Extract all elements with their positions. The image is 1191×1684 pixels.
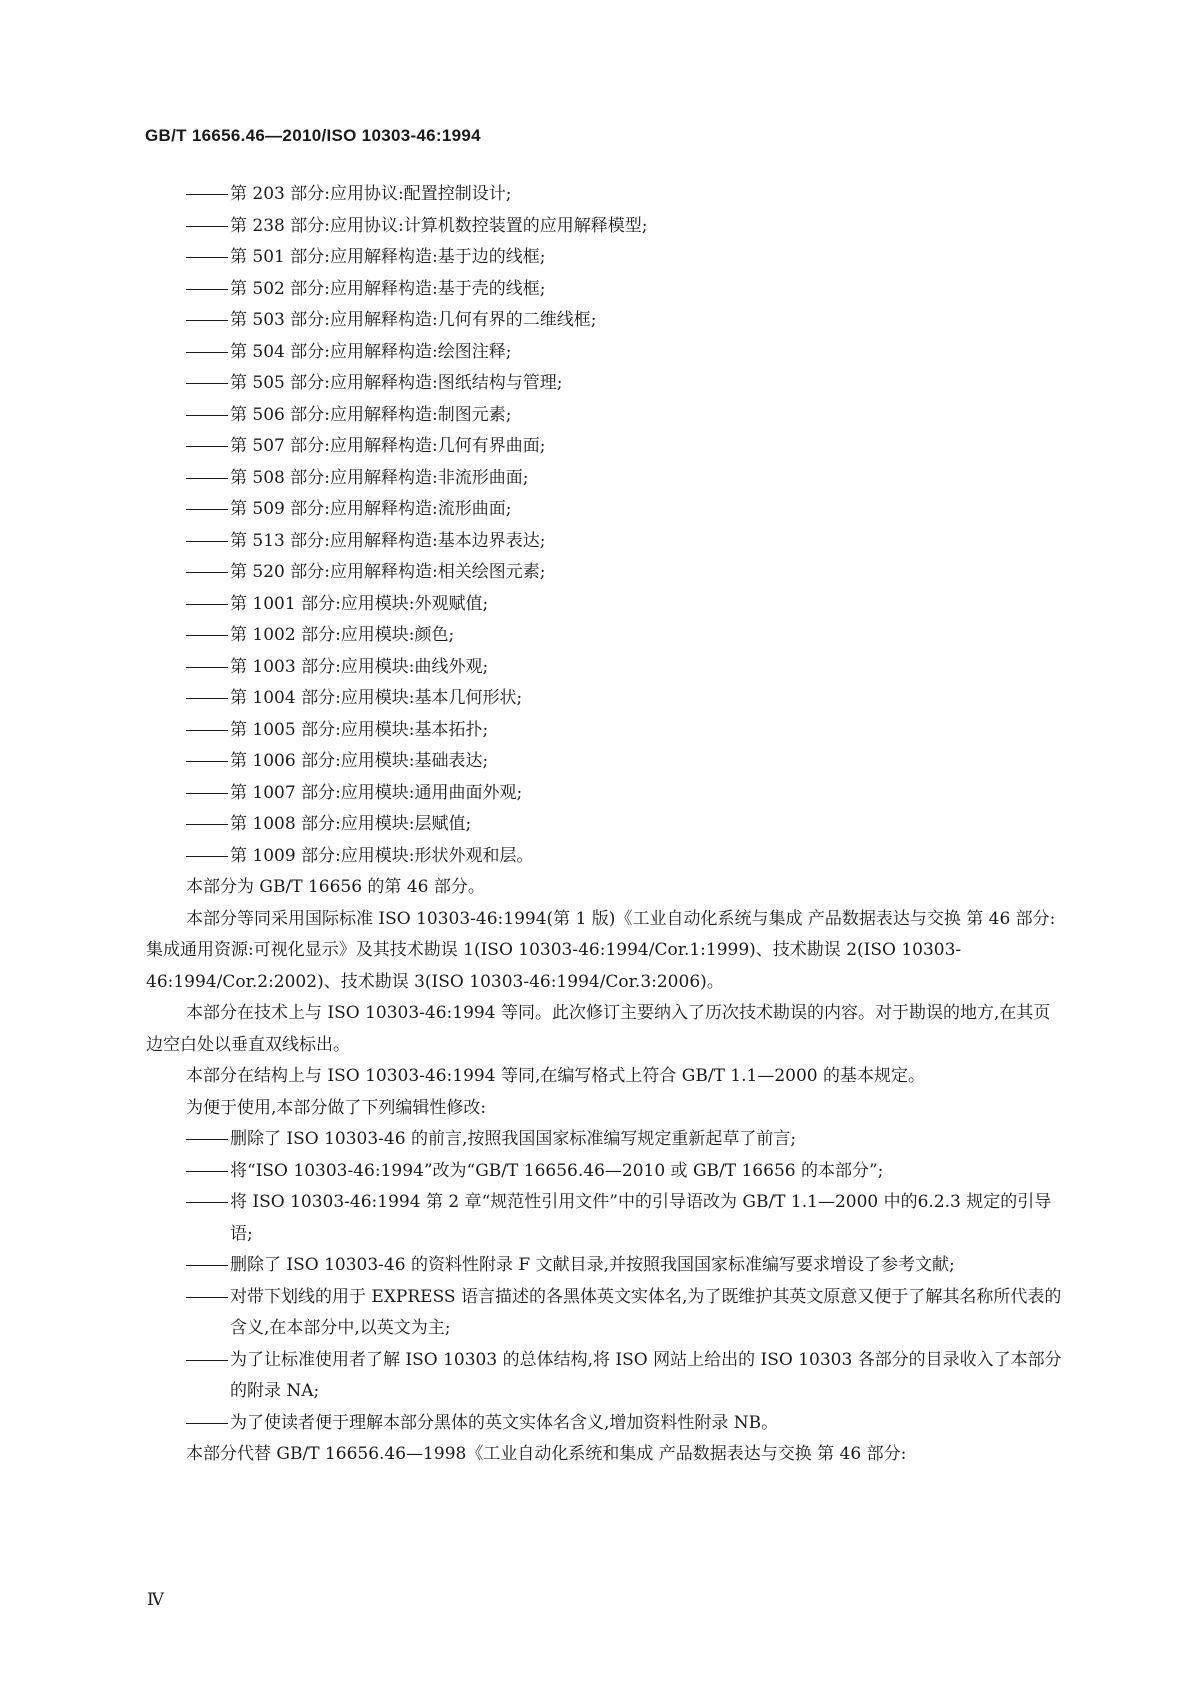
list-item: 第 1005 部分:应用模块:基本拓扑; [186, 715, 1066, 747]
list-item: 第 238 部分:应用协议:计算机数控装置的应用解释模型; [186, 211, 1066, 243]
list-item: 为了使读者便于理解本部分黑体的英文实体名含义,增加资料性附录 NB。 [186, 1408, 1066, 1440]
list-item: 删除了 ISO 10303-46 的资料性附录 F 文献目录,并按照我国国家标准编写要求增设了参考文献; [186, 1250, 1066, 1282]
parts-list [186, 179, 1066, 872]
paragraph-editorial-intro: 为便于使用,本部分做了下列编辑性修改: [186, 1097, 487, 1118]
list-item: 第 1006 部分:应用模块:基础表达; [186, 746, 1066, 778]
list-item: 第 504 部分:应用解释构造:绘图注释; [186, 337, 1066, 369]
paragraph-replaces: 本部分代替 GB/T 16656.46—1998《工业自动化系统和集成 产品数据表达与交换 第 46 部分: [186, 1444, 907, 1464]
list-item: 为了让标准使用者了解 ISO 10303 的总体结构,将 ISO 网站上给出的 ISO 10303 各部分的目录收入了本部分的附录 NA; [186, 1345, 1066, 1408]
list-item: 第 203 部分:应用协议:配置控制设计; [186, 179, 1066, 211]
list-item: 将“ISO 10303-46:1994”改为“GB/T 16656.46—2010 或 GB/T 16656 的本部分”; [186, 1156, 1066, 1188]
page-number: Ⅳ [147, 1590, 164, 1610]
paragraph-part-of: 本部分为 GB/T 16656 的第 46 部分。 [186, 877, 485, 897]
list-item: 第 1004 部分:应用模块:基本几何形状; [186, 683, 1066, 715]
list-item: 第 507 部分:应用解释构造:几何有界曲面; [186, 431, 1066, 463]
list-item: 第 1008 部分:应用模块:层赋值; [186, 809, 1066, 841]
list-item: 第 503 部分:应用解释构造:几何有界的二维线框; [186, 305, 1066, 337]
list-item: 第 502 部分:应用解释构造:基于壳的线框; [186, 274, 1066, 306]
list-item: 第 520 部分:应用解释构造:相关绘图元素; [186, 557, 1066, 589]
list-item: 将 ISO 10303-46:1994 第 2 章“规范性引用文件”中的引导语改为 GB/T 1.1—2000 中的6.2.3 规定的引导语; [186, 1187, 1066, 1250]
list-item: 删除了 ISO 10303-46 的前言,按照我国国家标准编写规定重新起草了前言; [186, 1124, 1066, 1156]
list-item: 对带下划线的用于 EXPRESS 语言描述的各黑体英文实体名,为了既维护其英文原意又便于了解其名称所代表的含义,在本部分中,以英文为主; [186, 1282, 1066, 1345]
paragraph-adoption: 本部分等同采用国际标准 ISO 10303-46:1994(第 1 版)《工业自动化系统与集成 产品数据表达与交换 第 46 部分:集成通用资源:可视化显示》及其技术勘误 1(ISO 10303-46:1994/Cor.1:1999)、技术勘误 2(ISO 10303-46:1994/Cor.2:2002)、技术勘误 3(ISO 10303-46:1994/Cor.3:2006)。 [146, 908, 1056, 992]
list-item: 第 505 部分:应用解释构造:图纸结构与管理; [186, 368, 1066, 400]
standard-code-header: GB/T 16656.46—2010/ISO 10303-46:1994 [145, 126, 481, 145]
paragraph-technical: 本部分在技术上与 ISO 10303-46:1994 等同。此次修订主要纳入了历次技术勘误的内容。对于勘误的地方,在其页边空白处以垂直双线标出。 [146, 1003, 1051, 1055]
list-item: 第 1003 部分:应用模块:曲线外观; [186, 652, 1066, 684]
list-item: 第 509 部分:应用解释构造:流形曲面; [186, 494, 1066, 526]
list-item: 第 1001 部分:应用模块:外观赋值; [186, 589, 1066, 621]
list-item: 第 508 部分:应用解释构造:非流形曲面; [186, 463, 1066, 495]
page-content [146, 179, 1066, 1471]
paragraph-structural: 本部分在结构上与 ISO 10303-46:1994 等同,在编写格式上符合 GB/T 1.1—2000 的基本规定。 [186, 1066, 926, 1086]
list-item: 第 1009 部分:应用模块:形状外观和层。 [186, 841, 1066, 873]
list-item: 第 501 部分:应用解释构造:基于边的线框; [186, 242, 1066, 274]
editorial-changes-list [186, 1124, 1066, 1439]
list-item: 第 506 部分:应用解释构造:制图元素; [186, 400, 1066, 432]
list-item: 第 1007 部分:应用模块:通用曲面外观; [186, 778, 1066, 810]
list-item: 第 1002 部分:应用模块:颜色; [186, 620, 1066, 652]
list-item: 第 513 部分:应用解释构造:基本边界表达; [186, 526, 1066, 558]
